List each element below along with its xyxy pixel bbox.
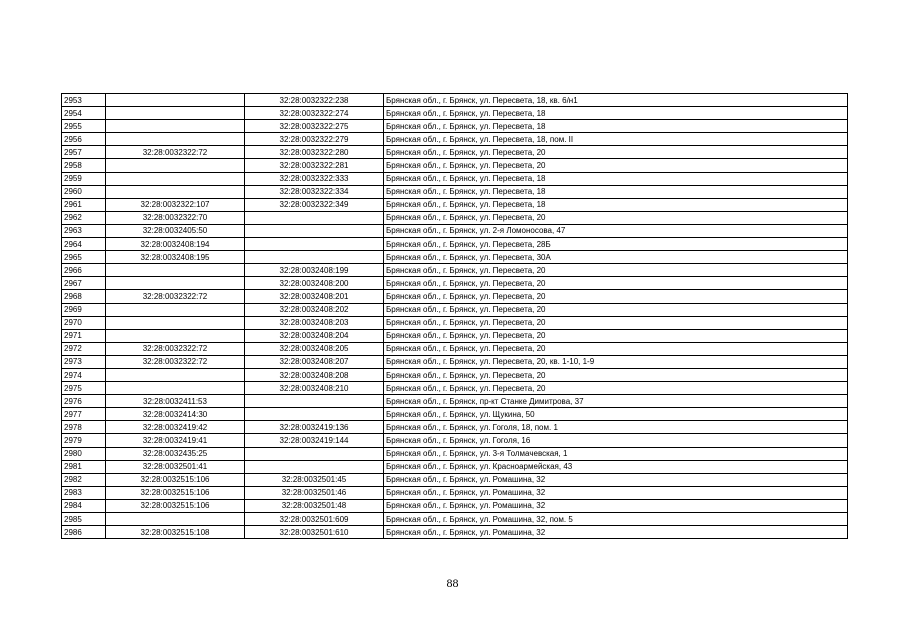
table-row — [62, 526, 848, 539]
address-cell: Брянская обл., г. Брянск, ул. Пересвета, 20 — [384, 211, 848, 224]
address-cell: Брянская обл., г. Брянск, ул. Щукина, 50 — [384, 408, 848, 421]
object-cadastral-number-cell — [245, 395, 384, 408]
address-cell: Брянская обл., г. Брянск, ул. Ромашина, 32 — [384, 526, 848, 539]
object-cadastral-number-cell: 32:28:0032419:136 — [245, 421, 384, 434]
land-cadastral-number-cell: 32:28:0032408:195 — [106, 251, 245, 264]
row-number-cell: 2961 — [62, 198, 106, 211]
address-cell: Брянская обл., г. Брянск, ул. Пересвета, 18, кв. 6/н1 — [384, 94, 848, 107]
row-number-cell: 2957 — [62, 146, 106, 159]
land-cadastral-number-cell — [106, 107, 245, 120]
table-row — [62, 172, 848, 185]
land-cadastral-number-cell — [106, 94, 245, 107]
table-row — [62, 395, 848, 408]
table-row — [62, 447, 848, 460]
land-cadastral-number-cell — [106, 120, 245, 133]
object-cadastral-number-cell: 32:28:0032408:199 — [245, 264, 384, 277]
address-cell: Брянская обл., г. Брянск, ул. Пересвета, 18 — [384, 185, 848, 198]
row-number-cell: 2974 — [62, 368, 106, 381]
table-row — [62, 460, 848, 473]
land-cadastral-number-cell: 32:28:0032322:107 — [106, 198, 245, 211]
row-number-cell: 2963 — [62, 224, 106, 237]
land-cadastral-number-cell — [106, 277, 245, 290]
row-number-cell: 2976 — [62, 395, 106, 408]
address-cell: Брянская обл., г. Брянск, ул. Пересвета, 18 — [384, 198, 848, 211]
address-cell: Брянская обл., г. Брянск, ул. Пересвета, 18 — [384, 172, 848, 185]
object-cadastral-number-cell: 32:28:0032322:281 — [245, 159, 384, 172]
table-row — [62, 198, 848, 211]
row-number-cell: 2986 — [62, 526, 106, 539]
row-number-cell: 2978 — [62, 421, 106, 434]
table-row — [62, 94, 848, 107]
object-cadastral-number-cell: 32:28:0032322:349 — [245, 198, 384, 211]
object-cadastral-number-cell: 32:28:0032501:48 — [245, 499, 384, 512]
row-number-cell: 2962 — [62, 211, 106, 224]
object-cadastral-number-cell: 32:28:0032322:333 — [245, 172, 384, 185]
land-cadastral-number-cell: 32:28:0032405:50 — [106, 224, 245, 237]
address-cell: Брянская обл., г. Брянск, ул. Красноармейская, 43 — [384, 460, 848, 473]
address-cell: Брянская обл., г. Брянск, ул. Гоголя, 16 — [384, 434, 848, 447]
row-number-cell: 2955 — [62, 120, 106, 133]
table-row — [62, 421, 848, 434]
object-cadastral-number-cell — [245, 408, 384, 421]
row-number-cell: 2984 — [62, 499, 106, 512]
row-number-cell: 2953 — [62, 94, 106, 107]
table-row — [62, 408, 848, 421]
land-cadastral-number-cell: 32:28:0032322:72 — [106, 146, 245, 159]
row-number-cell: 2968 — [62, 290, 106, 303]
table-row — [62, 159, 848, 172]
land-cadastral-number-cell: 32:28:0032515:106 — [106, 473, 245, 486]
object-cadastral-number-cell — [245, 211, 384, 224]
address-cell: Брянская обл., г. Брянск, ул. Пересвета, 20, кв. 1-10, 1-9 — [384, 355, 848, 368]
land-cadastral-number-cell — [106, 513, 245, 526]
land-cadastral-number-cell: 32:28:0032515:106 — [106, 486, 245, 499]
table-row — [62, 303, 848, 316]
table-row — [62, 146, 848, 159]
row-number-cell: 2977 — [62, 408, 106, 421]
address-cell: Брянская обл., г. Брянск, ул. Пересвета, 20 — [384, 159, 848, 172]
row-number-cell: 2965 — [62, 251, 106, 264]
object-cadastral-number-cell: 32:28:0032419:144 — [245, 434, 384, 447]
land-cadastral-number-cell — [106, 185, 245, 198]
object-cadastral-number-cell: 32:28:0032501:46 — [245, 486, 384, 499]
table-row — [62, 185, 848, 198]
row-number-cell: 2964 — [62, 238, 106, 251]
table-row — [62, 329, 848, 342]
row-number-cell: 2982 — [62, 473, 106, 486]
row-number-cell: 2975 — [62, 382, 106, 395]
address-cell: Брянская обл., г. Брянск, ул. Пересвета, 20 — [384, 146, 848, 159]
row-number-cell: 2967 — [62, 277, 106, 290]
table-row — [62, 133, 848, 146]
object-cadastral-number-cell: 32:28:0032408:202 — [245, 303, 384, 316]
row-number-cell: 2983 — [62, 486, 106, 499]
address-cell: Брянская обл., г. Брянск, ул. Ромашина, 32 — [384, 486, 848, 499]
object-cadastral-number-cell — [245, 224, 384, 237]
land-cadastral-number-cell: 32:28:0032435:25 — [106, 447, 245, 460]
table-row — [62, 264, 848, 277]
land-cadastral-number-cell — [106, 368, 245, 381]
property-registry-table — [61, 93, 848, 539]
table-row — [62, 513, 848, 526]
land-cadastral-number-cell — [106, 303, 245, 316]
land-cadastral-number-cell: 32:28:0032414:30 — [106, 408, 245, 421]
table-row — [62, 238, 848, 251]
land-cadastral-number-cell: 32:28:0032419:41 — [106, 434, 245, 447]
address-cell: Брянская обл., г. Брянск, пр-кт Станке Димитрова, 37 — [384, 395, 848, 408]
address-cell: Брянская обл., г. Брянск, ул. Пересвета, 30А — [384, 251, 848, 264]
registry-table-body — [62, 94, 848, 539]
address-cell: Брянская обл., г. Брянск, ул. Ромашина, 32 — [384, 473, 848, 486]
table-row — [62, 368, 848, 381]
row-number-cell: 2966 — [62, 264, 106, 277]
row-number-cell: 2972 — [62, 342, 106, 355]
object-cadastral-number-cell: 32:28:0032408:210 — [245, 382, 384, 395]
address-cell: Брянская обл., г. Брянск, ул. Пересвета, 20 — [384, 368, 848, 381]
land-cadastral-number-cell: 32:28:0032322:72 — [106, 355, 245, 368]
land-cadastral-number-cell: 32:28:0032501:41 — [106, 460, 245, 473]
object-cadastral-number-cell: 32:28:0032408:203 — [245, 316, 384, 329]
land-cadastral-number-cell — [106, 264, 245, 277]
address-cell: Брянская обл., г. Брянск, ул. Пересвета, 18, пом. II — [384, 133, 848, 146]
table-row — [62, 434, 848, 447]
land-cadastral-number-cell — [106, 172, 245, 185]
object-cadastral-number-cell: 32:28:0032322:274 — [245, 107, 384, 120]
row-number-cell: 2981 — [62, 460, 106, 473]
table-row — [62, 473, 848, 486]
table-row — [62, 211, 848, 224]
table-row — [62, 316, 848, 329]
address-cell: Брянская обл., г. Брянск, ул. Пересвета, 20 — [384, 264, 848, 277]
object-cadastral-number-cell: 32:28:0032322:238 — [245, 94, 384, 107]
table-row — [62, 290, 848, 303]
object-cadastral-number-cell: 32:28:0032408:207 — [245, 355, 384, 368]
address-cell: Брянская обл., г. Брянск, ул. Пересвета, 20 — [384, 277, 848, 290]
object-cadastral-number-cell: 32:28:0032408:204 — [245, 329, 384, 342]
address-cell: Брянская обл., г. Брянск, ул. 3-я Толмачевская, 1 — [384, 447, 848, 460]
table-row — [62, 120, 848, 133]
address-cell: Брянская обл., г. Брянск, ул. Пересвета, 20 — [384, 316, 848, 329]
land-cadastral-number-cell: 32:28:0032408:194 — [106, 238, 245, 251]
address-cell: Брянская обл., г. Брянск, ул. Пересвета, 20 — [384, 303, 848, 316]
address-cell: Брянская обл., г. Брянск, ул. Ромашина, 32 — [384, 499, 848, 512]
address-cell: Брянская обл., г. Брянск, ул. Пересвета, 18 — [384, 120, 848, 133]
object-cadastral-number-cell — [245, 251, 384, 264]
row-number-cell: 2956 — [62, 133, 106, 146]
object-cadastral-number-cell: 32:28:0032322:275 — [245, 120, 384, 133]
object-cadastral-number-cell: 32:28:0032322:280 — [245, 146, 384, 159]
land-cadastral-number-cell — [106, 316, 245, 329]
object-cadastral-number-cell: 32:28:0032408:208 — [245, 368, 384, 381]
table-row — [62, 342, 848, 355]
row-number-cell: 2970 — [62, 316, 106, 329]
land-cadastral-number-cell — [106, 159, 245, 172]
table-row — [62, 355, 848, 368]
land-cadastral-number-cell: 32:28:0032515:108 — [106, 526, 245, 539]
row-number-cell: 2980 — [62, 447, 106, 460]
table-row — [62, 251, 848, 264]
address-cell: Брянская обл., г. Брянск, ул. Пересвета, 20 — [384, 382, 848, 395]
address-cell: Брянская обл., г. Брянск, ул. Ромашина, 32, пом. 5 — [384, 513, 848, 526]
row-number-cell: 2959 — [62, 172, 106, 185]
row-number-cell: 2954 — [62, 107, 106, 120]
object-cadastral-number-cell: 32:28:0032322:334 — [245, 185, 384, 198]
object-cadastral-number-cell: 32:28:0032501:45 — [245, 473, 384, 486]
row-number-cell: 2979 — [62, 434, 106, 447]
object-cadastral-number-cell: 32:28:0032322:279 — [245, 133, 384, 146]
table-row — [62, 499, 848, 512]
object-cadastral-number-cell: 32:28:0032408:205 — [245, 342, 384, 355]
address-cell: Брянская обл., г. Брянск, ул. Пересвета, 18 — [384, 107, 848, 120]
land-cadastral-number-cell: 32:28:0032322:72 — [106, 342, 245, 355]
address-cell: Брянская обл., г. Брянск, ул. Гоголя, 18, пом. 1 — [384, 421, 848, 434]
row-number-cell: 2960 — [62, 185, 106, 198]
object-cadastral-number-cell: 32:28:0032501:610 — [245, 526, 384, 539]
land-cadastral-number-cell: 32:28:0032419:42 — [106, 421, 245, 434]
address-cell: Брянская обл., г. Брянск, ул. Пересвета, 20 — [384, 342, 848, 355]
object-cadastral-number-cell: 32:28:0032408:201 — [245, 290, 384, 303]
address-cell: Брянская обл., г. Брянск, ул. Пересвета, 20 — [384, 329, 848, 342]
land-cadastral-number-cell: 32:28:0032322:70 — [106, 211, 245, 224]
table-row — [62, 277, 848, 290]
land-cadastral-number-cell — [106, 133, 245, 146]
address-cell: Брянская обл., г. Брянск, ул. Пересвета, 20 — [384, 290, 848, 303]
object-cadastral-number-cell — [245, 447, 384, 460]
row-number-cell: 2971 — [62, 329, 106, 342]
land-cadastral-number-cell: 32:28:0032322:72 — [106, 290, 245, 303]
row-number-cell: 2985 — [62, 513, 106, 526]
table-row — [62, 224, 848, 237]
land-cadastral-number-cell: 32:28:0032515:106 — [106, 499, 245, 512]
object-cadastral-number-cell: 32:28:0032408:200 — [245, 277, 384, 290]
object-cadastral-number-cell: 32:28:0032501:609 — [245, 513, 384, 526]
address-cell: Брянская обл., г. Брянск, ул. Пересвета, 28Б — [384, 238, 848, 251]
object-cadastral-number-cell — [245, 238, 384, 251]
land-cadastral-number-cell: 32:28:0032411:53 — [106, 395, 245, 408]
land-cadastral-number-cell — [106, 329, 245, 342]
row-number-cell: 2958 — [62, 159, 106, 172]
object-cadastral-number-cell — [245, 460, 384, 473]
table-row — [62, 107, 848, 120]
page-number: 88 — [446, 576, 459, 590]
table-row — [62, 486, 848, 499]
row-number-cell: 2973 — [62, 355, 106, 368]
row-number-cell: 2969 — [62, 303, 106, 316]
land-cadastral-number-cell — [106, 382, 245, 395]
table-row — [62, 382, 848, 395]
address-cell: Брянская обл., г. Брянск, ул. 2-я Ломоносова, 47 — [384, 224, 848, 237]
